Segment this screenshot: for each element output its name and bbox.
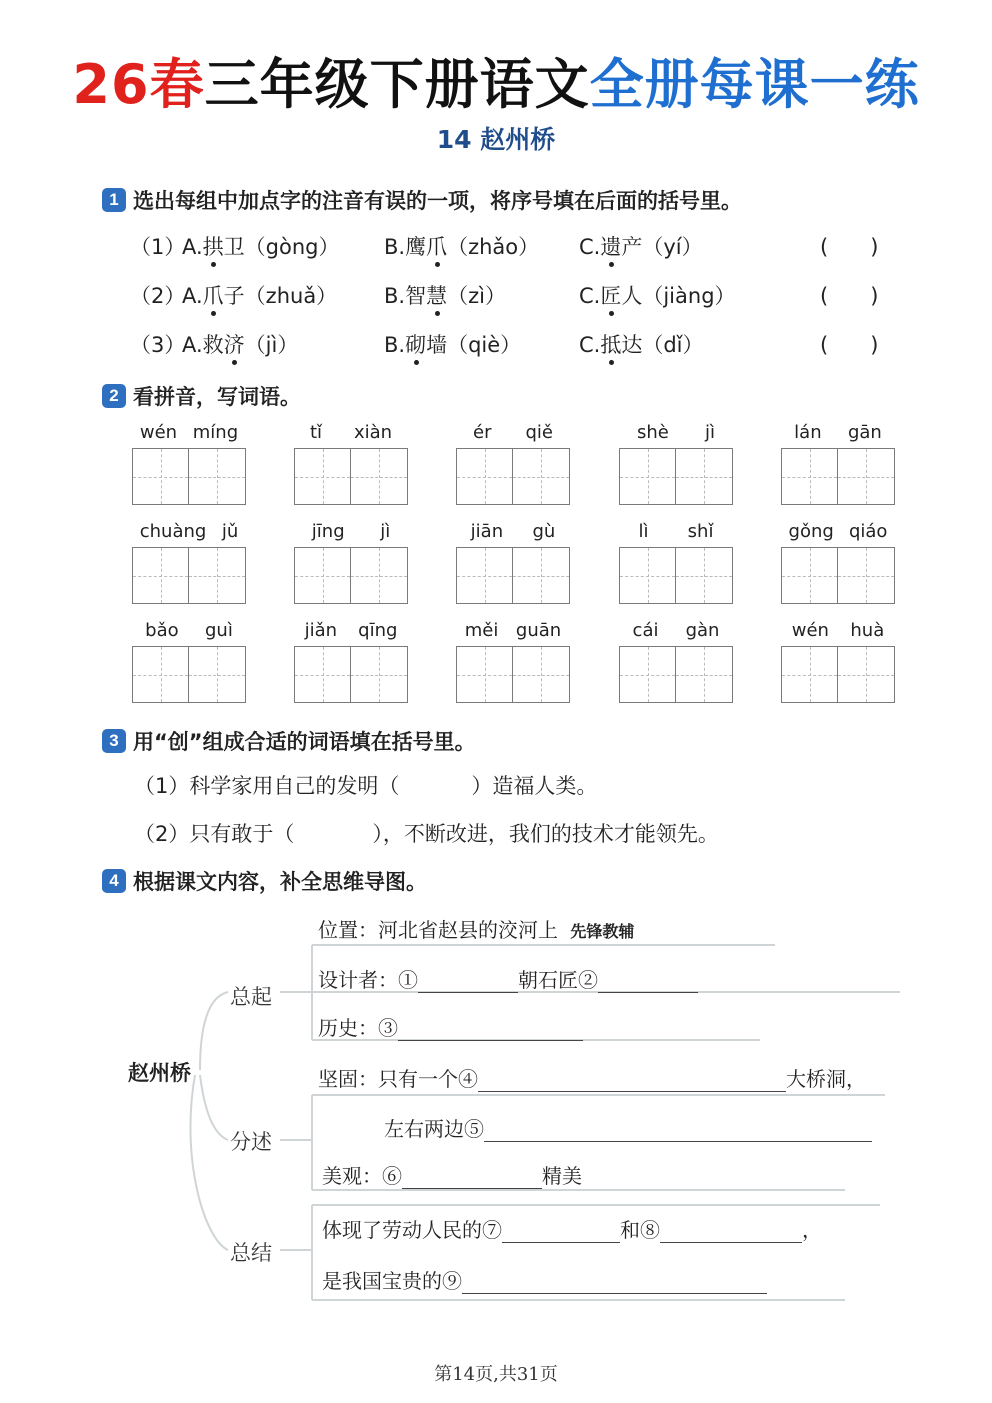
pinyin-syllable: jǔ [221,521,239,542]
answer-parentheses[interactable]: ( ) [820,235,879,259]
pinyin-word-item [619,521,733,604]
writing-grid [294,646,408,703]
pinyin-word-item [294,422,408,505]
writing-grid [781,646,895,703]
pinyin-word-item [781,521,895,604]
pinyin-label [781,521,895,545]
summary-line-1: 体现了劳动人民的⑦ 和⑧ ， [322,1218,822,1242]
writing-cell[interactable] [676,548,732,603]
pinyin-word-item [456,620,570,703]
connector-root-detail [200,1075,228,1140]
writing-cell[interactable] [620,647,676,702]
question-2-text: 看拼音，写词语。 [133,385,301,409]
writing-cell[interactable] [351,449,407,504]
writing-cell[interactable] [782,449,838,504]
pinyin-syllable: jiǎn [304,620,338,641]
writing-cell[interactable] [457,449,513,504]
q1-row-number: （2） [130,284,186,308]
q1-option-b: B.智慧（zì） [384,280,506,310]
q1-row-1 [130,231,910,265]
writing-cell[interactable] [676,449,732,504]
writing-cell[interactable] [782,647,838,702]
blank-2[interactable] [598,971,698,993]
writing-cell[interactable] [513,449,569,504]
pinyin-syllable: qiáo [848,521,888,542]
pinyin-syllable: ér [473,422,492,443]
pinyin-label [456,422,570,446]
blank-5[interactable] [484,1120,872,1142]
connector-root-summary [190,1075,228,1250]
pinyin-syllable: jīng [311,521,345,542]
writing-cell[interactable] [620,548,676,603]
writing-cell[interactable] [295,449,351,504]
writing-cell[interactable] [838,449,894,504]
pinyin-syllable: guì [204,620,233,641]
pinyin-label [619,521,733,545]
pinyin-syllable: měi [464,620,499,641]
title-blue: 全册每课一练 [589,53,920,116]
pinyin-syllable: huà [850,620,885,641]
writing-cell[interactable] [513,647,569,702]
pinyin-label [294,422,408,446]
title-black: 三年级下册语文 [204,53,590,116]
writing-cell[interactable] [189,449,245,504]
pinyin-word-item [619,620,733,703]
q1-option-b: B.砌墙（qiè） [384,329,521,359]
writing-grid [132,646,246,703]
pinyin-word-item [456,521,570,604]
mind-map-root: 赵州桥 [128,1061,191,1085]
pinyin-word-item [781,620,895,703]
pinyin-label [132,422,246,446]
writing-cell[interactable] [782,548,838,603]
q1-option-a: A.爪子（zhuǎ） [182,280,337,310]
mind-map-node-detail: 分述 [230,1130,272,1154]
q1-row-number: （1） [130,235,186,259]
pinyin-syllable: qiě [525,422,553,443]
pinyin-syllable: bǎo [145,620,179,641]
pinyin-syllable: qīng [358,620,398,641]
pinyin-syllable: jì [704,422,715,443]
writing-grid [132,547,246,604]
writing-cell[interactable] [295,647,351,702]
pinyin-syllable: shè [637,422,669,443]
designer-line: 设计者：① 朝石匠② [318,964,698,993]
writing-grid [456,646,570,703]
pinyin-word-item [781,422,895,505]
writing-cell[interactable] [676,647,732,702]
writing-cell[interactable] [133,449,189,504]
writing-grid [294,448,408,505]
answer-parentheses[interactable]: ( ) [820,284,879,308]
pinyin-label [619,620,733,644]
writing-cell[interactable] [513,548,569,603]
pinyin-syllable: gù [532,521,556,542]
writing-grid [456,448,570,505]
q1-row-number: （3） [130,333,186,357]
pinyin-label [619,422,733,446]
q1-option-a: A.救济（jì） [182,329,298,359]
writing-cell[interactable] [457,647,513,702]
mind-map-connectors [0,900,992,1320]
pinyin-syllable: wén [791,620,829,641]
q1-row-3 [130,329,910,363]
question-1-text: 选出每组中加点字的注音有误的一项，将序号填在后面的括号里。 [133,189,742,213]
question-4-heading [102,866,427,896]
pinyin-label [132,521,246,545]
pinyin-syllable: cái [632,620,659,641]
pinyin-word-item [132,521,246,604]
blank-9[interactable] [462,1272,767,1294]
q1-option-a: A.拱卫（gòng） [182,231,340,261]
writing-grid [781,448,895,505]
q3-sentence-1: （1）科学家用自己的发明（ ）造福人类。 [134,774,598,798]
history-line: 历史：③ [318,1012,583,1041]
pinyin-syllable: jiān [470,521,504,542]
q1-option-c: C.匠人（jiàng） [579,280,736,310]
q1-option-c: C.抵达（dǐ） [579,329,704,359]
pinyin-label [294,521,408,545]
writing-cell[interactable] [838,548,894,603]
pinyin-syllable: gǒng [788,521,834,542]
pinyin-label [132,620,246,644]
blank-6[interactable] [402,1167,542,1189]
solid-line: 坚固：只有一个④ 大桥洞， [318,1067,866,1091]
writing-cell[interactable] [189,548,245,603]
watermark: 先锋教辅 [570,922,635,941]
writing-grid [619,646,733,703]
writing-grid [781,547,895,604]
lesson-title: 14 赵州桥 [436,125,556,154]
pinyin-syllable: chuàng [139,521,207,542]
page-number: 第14页,共31页 [434,1364,558,1385]
question-3-heading [102,726,476,756]
q1-option-b: B.鹰爪（zhǎo） [384,231,539,261]
pinyin-syllable: gàn [685,620,720,641]
writing-grid [456,547,570,604]
pinyin-syllable: míng [192,422,239,443]
title-red: 26春 [72,53,205,116]
pinyin-word-item [456,422,570,505]
blank-1[interactable] [418,971,518,993]
pinyin-syllable: lì [638,521,649,542]
question-1-heading [102,185,742,215]
question-number-badge: 4 [102,869,126,893]
q1-option-c: C.遗产（yí） [579,231,703,261]
pinyin-syllable: tǐ [309,422,323,443]
summary-line-2: 是我国宝贵的⑨ [322,1265,767,1294]
blank-7[interactable] [502,1221,620,1243]
pinyin-label [781,620,895,644]
writing-cell[interactable] [133,548,189,603]
blank-8[interactable] [660,1221,802,1243]
pinyin-label [456,521,570,545]
pinyin-label [294,620,408,644]
q1-row-2 [130,280,910,314]
pinyin-word-item [294,521,408,604]
mind-map-node-intro: 总起 [230,985,272,1009]
blank-4[interactable] [478,1070,786,1092]
question-number-badge: 1 [102,188,126,212]
writing-grid [132,448,246,505]
pinyin-word-item [132,620,246,703]
pinyin-syllable: lán [794,422,822,443]
question-3-text: 用“创”组成合适的词语填在括号里。 [133,730,476,754]
question-number-badge: 3 [102,729,126,753]
pinyin-word-item [294,620,408,703]
writing-cell[interactable] [189,647,245,702]
page-title [0,52,992,118]
answer-parentheses[interactable]: ( ) [820,333,879,357]
question-number-badge: 2 [102,384,126,408]
pinyin-syllable: xiàn [353,422,393,443]
question-4-text: 根据课文内容，补全思维导图。 [133,870,427,894]
connector-root-intro [200,992,228,1070]
writing-grid [619,448,733,505]
q3-sentence-2: （2）只有敢于（ ），不断改进，我们的技术才能领先。 [134,822,719,846]
question-2-heading [102,381,301,411]
pinyin-word-item [619,422,733,505]
writing-cell[interactable] [838,647,894,702]
writing-grid [294,547,408,604]
pinyin-syllable: wén [139,422,178,443]
pinyin-label [781,422,895,446]
pinyin-label [456,620,570,644]
pinyin-syllable: guān [515,620,562,641]
writing-cell[interactable] [457,548,513,603]
writing-cell[interactable] [351,647,407,702]
mind-map-node-summary: 总结 [230,1241,272,1265]
location-line: 位置：河北省赵县的洨河上 先锋教辅 [318,918,635,942]
writing-cell[interactable] [133,647,189,702]
writing-cell[interactable] [620,449,676,504]
writing-grid [619,547,733,604]
writing-cell[interactable] [351,548,407,603]
pinyin-syllable: shǐ [687,521,714,542]
pinyin-syllable: gān [847,422,882,443]
writing-cell[interactable] [295,548,351,603]
pinyin-syllable: jì [380,521,391,542]
blank-3[interactable] [398,1019,583,1041]
pinyin-word-item [132,422,246,505]
solid-line-2: 左右两边⑤ [384,1113,872,1142]
beauty-line: 美观：⑥ 精美 [322,1164,582,1188]
